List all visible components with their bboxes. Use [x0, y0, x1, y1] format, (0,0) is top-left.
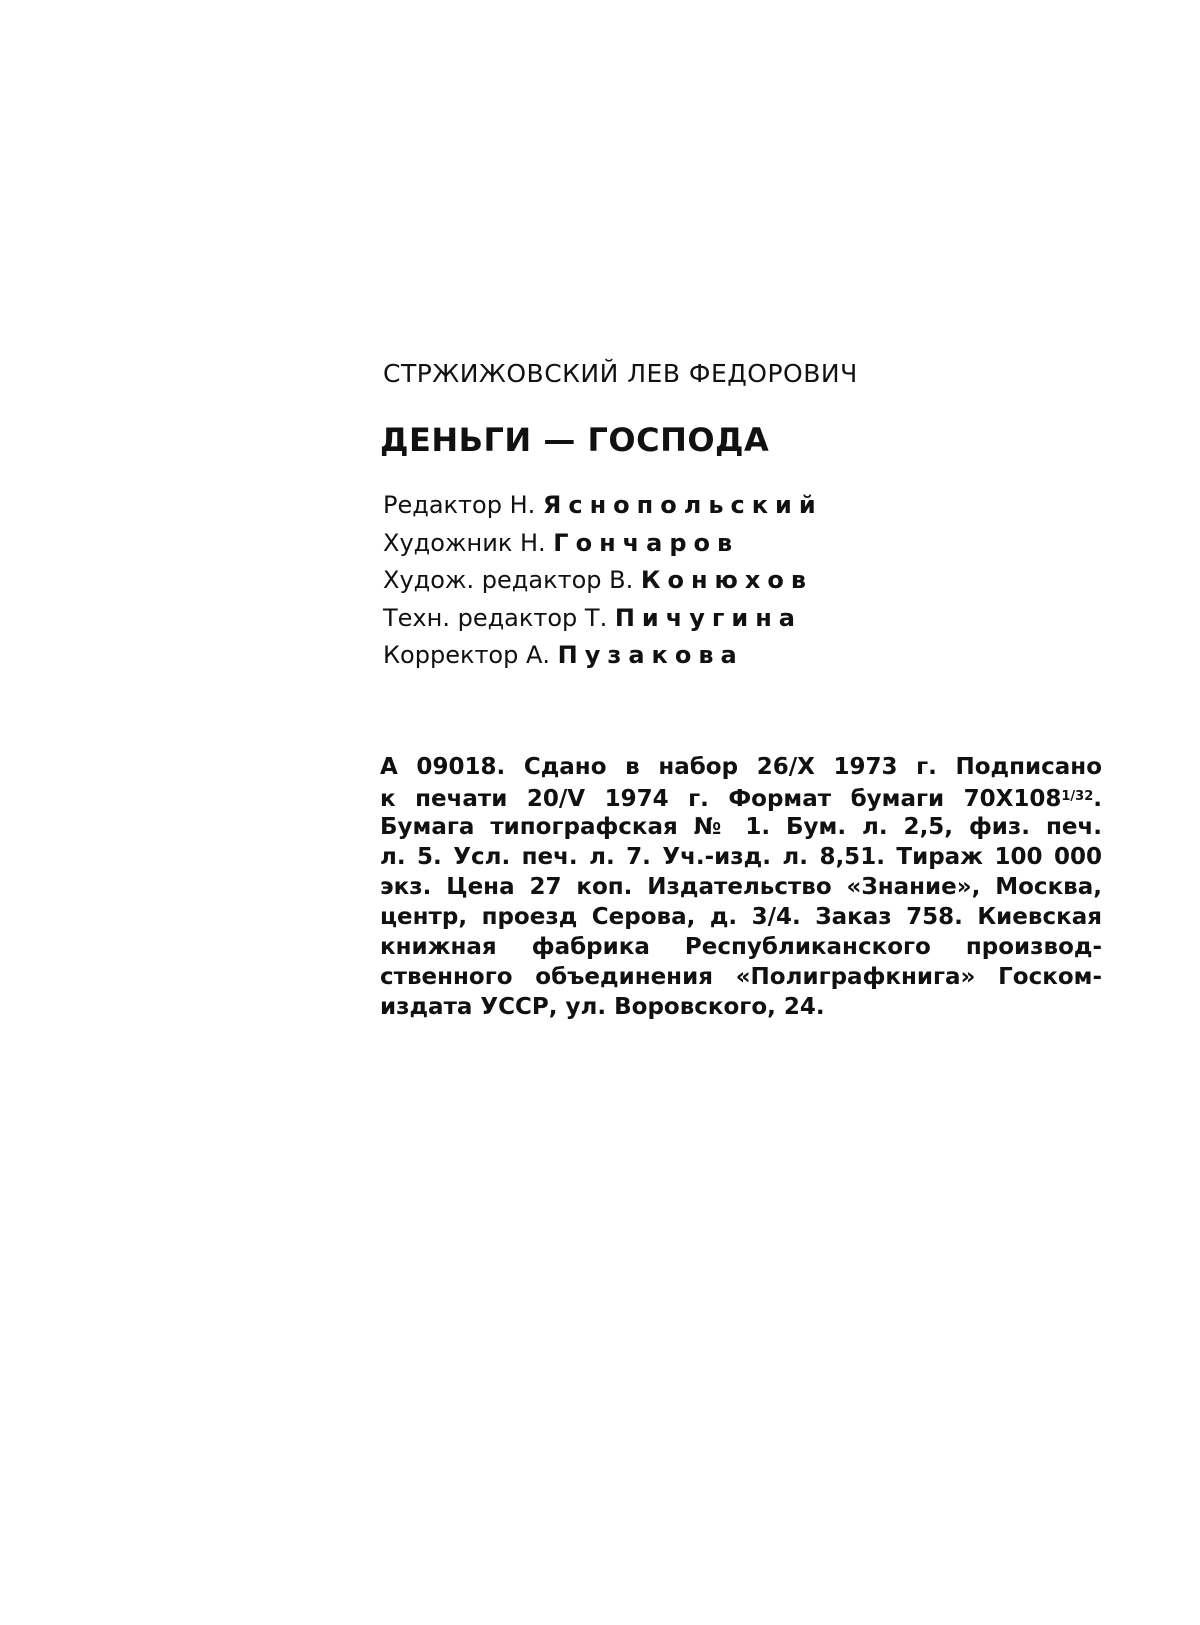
imprint-line: издата УССР, ул. Воровского, 24.	[380, 994, 825, 1020]
credit-role: Редактор Н.	[383, 491, 536, 519]
imprint-line: А 09018. Сдано в набор 26/X 1973 г. Подписано	[380, 754, 1102, 780]
credit-tech-editor	[383, 603, 983, 641]
imprint-line	[380, 782, 1102, 812]
book-title: ДЕНЬГИ — ГОСПОДА	[380, 421, 770, 459]
credit-artist	[383, 528, 983, 566]
credit-person: Конюхов	[640, 566, 814, 594]
credit-role: Техн. редактор Т.	[383, 603, 608, 632]
credit-person: Гончаров	[553, 528, 740, 557]
imprint-block	[380, 752, 1102, 1022]
imprint-line: Бумага типографская № 1. Бум. л. 2,5, физ. печ.	[380, 814, 1102, 840]
credit-editor	[383, 490, 983, 528]
credit-person: Пичугина	[614, 603, 802, 632]
credit-role: Художник Н.	[383, 528, 546, 557]
imprint-line: центр, проезд Серова, д. 3/4. Заказ 758. Киевская	[380, 904, 1102, 930]
credit-role: Корректор А.	[383, 641, 551, 669]
imprint-line: книжная фабрика Республиканского производ-	[380, 934, 1102, 960]
credits-list	[383, 490, 983, 678]
imprint-line: ственного объединения «Полиграфкнига» Госком-	[380, 964, 1102, 990]
credit-role: Худож. редактор В.	[383, 566, 634, 594]
credit-art-editor	[383, 565, 983, 603]
credit-person: Яснопольский	[542, 491, 823, 519]
credit-proofreader	[383, 640, 983, 678]
imprint-line: л. 5. Усл. печ. л. 7. Уч.-изд. л. 8,51. Тираж 100 000	[380, 844, 1102, 870]
imprint-text: .	[1093, 786, 1102, 812]
format-fraction: 1/32	[1061, 789, 1094, 804]
credit-person: Пузакова	[557, 641, 744, 669]
imprint-line: экз. Цена 27 коп. Издательство «Знание», Москва,	[380, 874, 1102, 900]
imprint-text: к печати 20/V 1974 г. Формат бумаги 70Х108	[380, 786, 1062, 812]
author-name: СТРЖИЖОВСКИЙ ЛЕВ ФЕДОРОВИЧ	[383, 359, 858, 388]
